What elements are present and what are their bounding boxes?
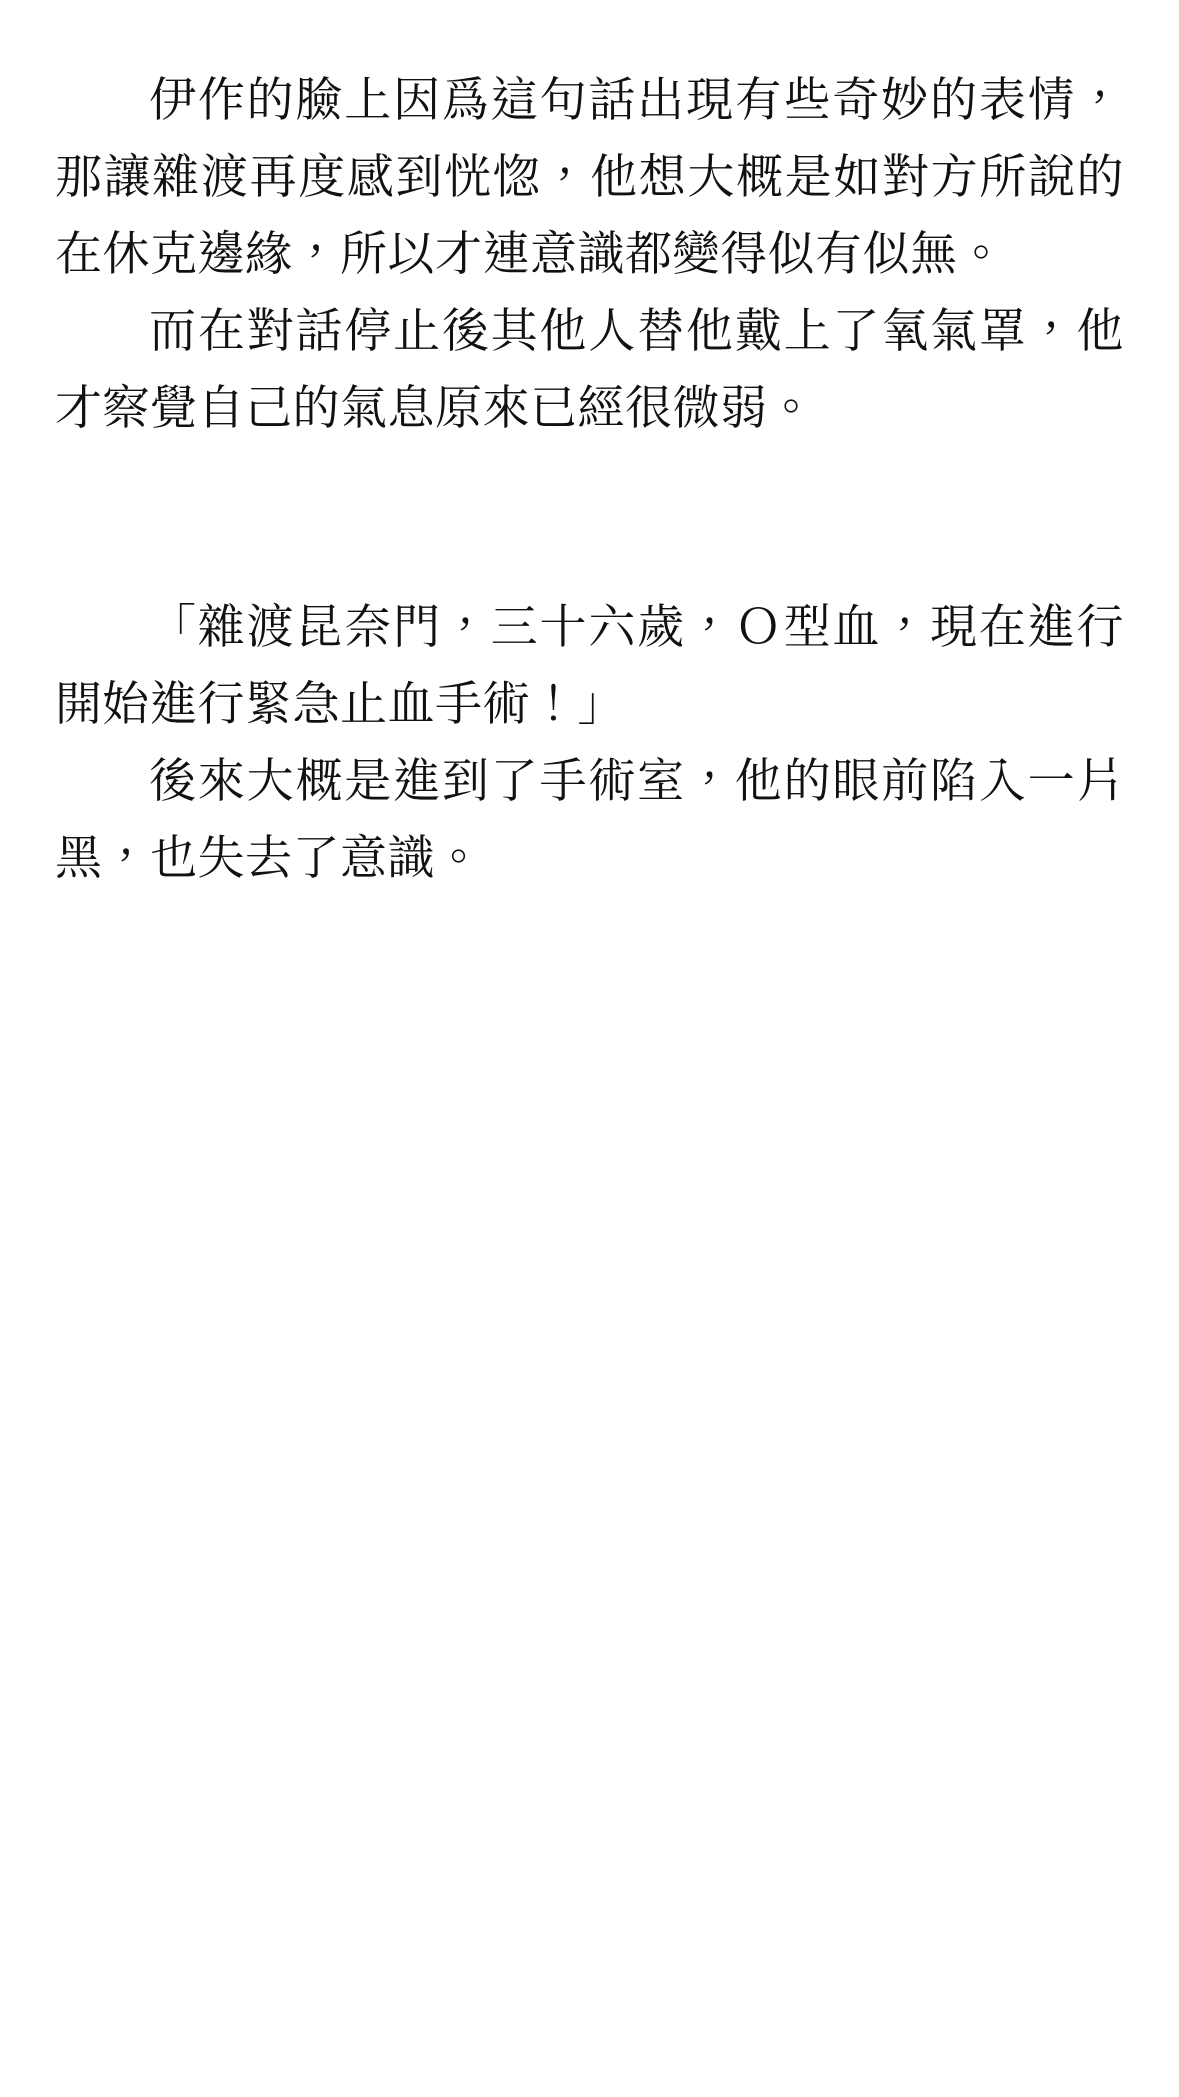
paragraph-3: 「雜渡昆奈門，三十六歲，Ｏ型血，現在進行開始進行緊急止血手術！」 (55, 600, 1124, 732)
paragraph-4: 後來大概是進到了手術室，他的眼前陷入一片黑，也失去了意識。 (55, 754, 1124, 886)
section-break (55, 447, 1124, 589)
paragraph-1: 伊作的臉上因爲這句話出現有些奇妙的表情，那讓雜渡再度感到恍惚，他想大概是如對方所說的在休克邊緣，所以才連意識都變得似有似無。 (55, 73, 1124, 282)
paragraph-2: 而在對話停止後其他人替他戴上了氧氣罩，他才察覺自己的氣息原來已經很微弱。 (55, 304, 1124, 436)
text-column (55, 62, 1124, 897)
